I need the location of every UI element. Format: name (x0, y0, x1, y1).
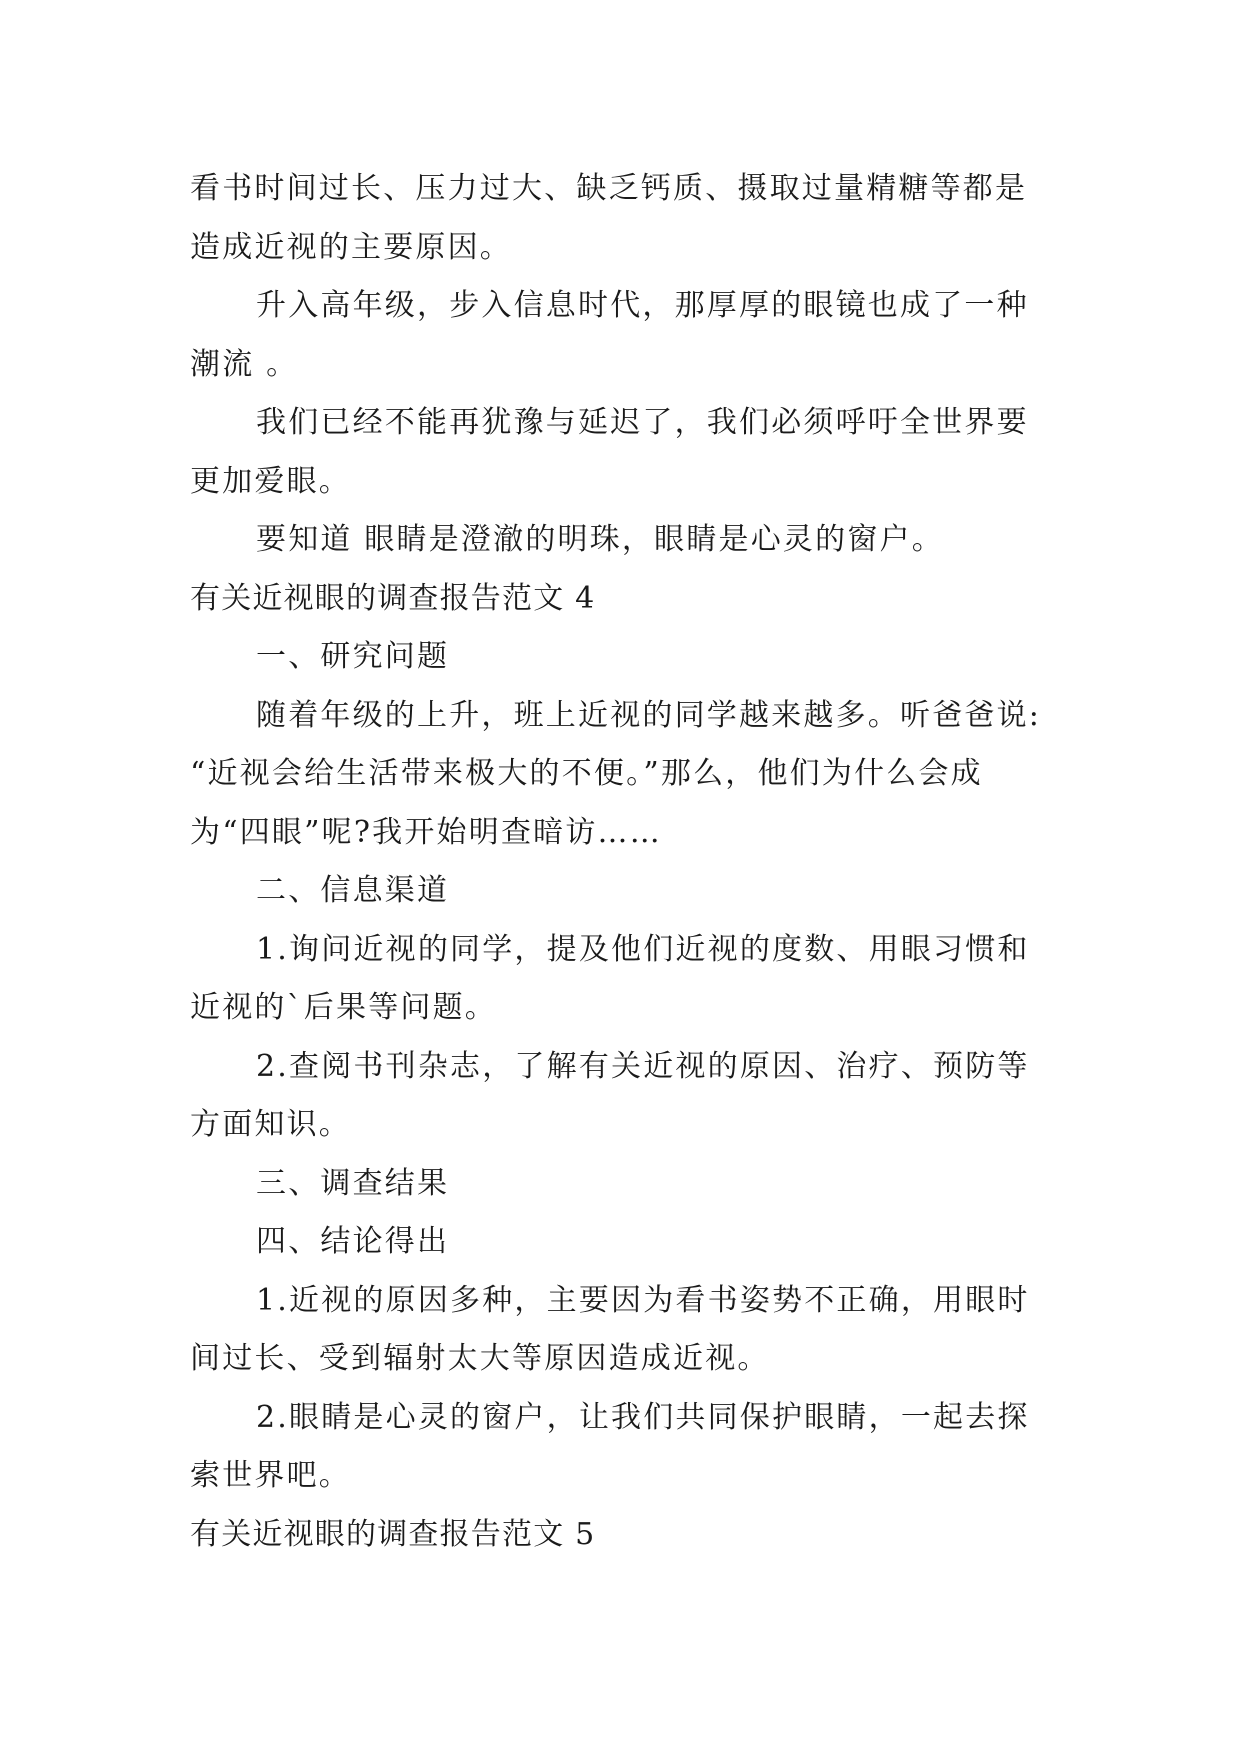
list-item: 2.眼睛是心灵的窗户，让我们共同保护眼睛，一起去探 (256, 1399, 1030, 1435)
subsection-title: 四、结论得出 (256, 1224, 450, 1259)
section-heading: 有关近视眼的调查报告范文 5 (190, 1516, 596, 1552)
text-line: 造成近视的主要原因。 (190, 229, 512, 265)
paragraph-start: 升入高年级，步入信息时代，那厚厚的眼镜也成了一种 (256, 288, 1029, 323)
text-line: 索世界吧。 (190, 1458, 351, 1493)
list-item: 2.查阅书刊杂志，了解有关近视的原因、治疗、预防等 (256, 1048, 1030, 1084)
text-line: “近视会给生活带来极大的不便。”那么，他们为什么会成 (190, 756, 983, 791)
subsection-title: 一、研究问题 (256, 639, 450, 674)
paragraph-start: 我们已经不能再犹豫与延迟了，我们必须呼吁全世界要 (256, 405, 1029, 440)
subsection-title: 三、调查结果 (256, 1165, 450, 1201)
text-line: 方面知识。 (190, 1107, 351, 1142)
subsection-title: 二、信息渠道 (256, 873, 450, 908)
text-line: 更加爱眼。 (190, 463, 351, 499)
text-line: 近视的`后果等问题。 (190, 990, 497, 1025)
paragraph-start: 要知道 眼睛是澄澈的明珠，眼睛是心灵的窗户。 (256, 522, 944, 557)
text-line: 看书时间过长、压力过大、缺乏钙质、摄取过量精糖等都是 (190, 171, 1028, 206)
text-line: 潮流 。 (190, 346, 299, 382)
list-item: 1.近视的原因多种，主要因为看书姿势不正确，用眼时 (256, 1282, 1030, 1318)
list-item: 1.询问近视的同学，提及他们近视的度数、用眼习惯和 (256, 931, 1030, 967)
paragraph-start: 随着年级的上升，班上近视的同学越来越多。听爸爸说: (256, 697, 1042, 733)
section-heading: 有关近视眼的调查报告范文 4 (190, 580, 596, 616)
text-line: 为“四眼”呢?我开始明查暗访…… (190, 814, 662, 850)
document-page (190, 160, 1052, 1564)
text-line: 间过长、受到辐射太大等原因造成近视。 (190, 1341, 770, 1376)
